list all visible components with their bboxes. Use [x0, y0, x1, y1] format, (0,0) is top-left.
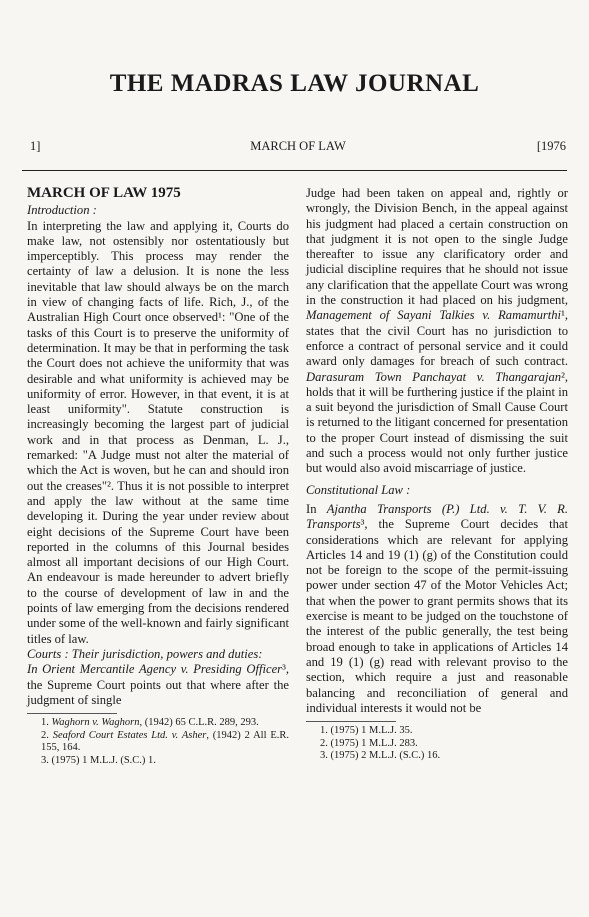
introduction-paragraph: In interpreting the law and applying it, Courts do make law, not ostensibly nor ostentatiously but imperceptibly. This process may render the certainty of law a delusion. It is none the less inevitable that law should always be on the march in view of changing facts of life. Rich, J., of the Australian High Court once observed¹: "One of the tasks of this Court is to preserve the uniformity of determination. It may be that in performing the task the Court does not achieve the uniformity that was desirable and what uniformity is achieved may be uniformity of error. However, in that event, it is at least uniformity". Statute construction is increasingly becoming the largest part of judicial work and in that process as Denman, L. J., remarked: "A Judge must not alter the material of which the Act is woven, but he can and should iron out the creases"². Thus it is not possible to interpret and apply the law without at the same time developing it. During the year under review about eight decisions of the Supreme Court have been reported in the columns of this Journal besides almost all important decisions of our High Court. An endeavour is made hereunder to advert briefly to the course of development of law in and the points of law emerging from the decisions rendered under some of the well-known and fairly significant titles of law.	[27, 218, 289, 646]
footnote: 1. (1975) 1 M.L.J. 35.	[320, 725, 413, 737]
page-number: 1]	[30, 139, 41, 153]
jurisdiction-paragraph: Judge had been taken on appeal and, rightly or wrongly, the Division Bench, in the appeal against his judgment had placed a certain construction on that judgment it is not open to the single Judge thereafter to issue any clarificatory order and judicial discipline requires that he should not issue any clarification that the appellate Court was wrong in the construction it had placed on his judgment, Management of Sayani Talkies v. Ramamurthi¹, states that the civil Court has no jurisdiction to enforce a contract of personal service and it could award only damages for breach of such contract. Darasuram Town Panchayat v. Thangarajan², holds that it will be furthering justice if the plaint in a suit beyond the jurisdiction of Small Cause Court is returned to the litigant concerned for presentation to the proper Court instead of dismissing the suit and such a process would not only further justice but would also avoid miscarriage of justice.	[306, 186, 568, 476]
footnote: 1. Waghorn v. Waghorn, (1942) 65 C.L.R. 289, 293.	[41, 717, 259, 729]
article-title: MARCH OF LAW 1975	[27, 185, 181, 201]
footnote: 3. (1975) 2 M.L.J. (S.C.) 16.	[320, 750, 441, 762]
case-name: Darasuram Town Panchayat v. Thangarajan	[306, 369, 562, 384]
case-name: Ajantha Transports (P.) Ltd. v. T. V. R. Transports	[306, 501, 568, 532]
running-head-year: [1976	[536, 139, 566, 153]
introduction-heading: Introduction :	[27, 203, 97, 218]
case-name: In Orient Mercantile Agency v. Presiding Officer	[27, 662, 283, 677]
footnote: 2. (1975) 1 M.L.J. 283.	[320, 737, 418, 749]
right-column	[306, 186, 568, 763]
running-head	[30, 139, 566, 157]
footnotes-left	[27, 717, 289, 767]
courts-heading: Courts : Their jurisdiction, powers and duties:	[27, 646, 263, 661]
left-column	[27, 186, 289, 767]
courts-paragraph	[27, 662, 289, 708]
running-head-section: MARCH OF LAW	[250, 139, 346, 153]
footnote: 3. (1975) 1 M.L.J. (S.C.) 1.	[41, 754, 156, 766]
case-name: Management of Sayani Talkies v. Ramamurthi	[306, 308, 562, 323]
footnote-rule	[306, 721, 396, 722]
header-rule	[22, 170, 567, 171]
courts-paragraph-text: ³, the Supreme Court points out that where after the judgment of single	[27, 662, 289, 707]
constitutional-paragraph: In Ajantha Transports (P.) Ltd. v. T. V. R. Transports³, the Supreme Court decides that considerations which are relevant for applying Articles 14 and 19 (1) (g) of the Constitution could not be foreign to the scope of the permit-issuing power under section 47 of the Motor Vehicles Act; that when the power to grant permits shows that its exercise is meant to be judged on the touchstone of the interest of the public generally, the test being broad enough to take in applications of Articles 14 and 19 (1) (g) read with relevant proviso to the section, which require a just and reasonable balancing and reconciliation of general and individual interests it would not be	[306, 501, 568, 715]
journal-title: THE MADRAS LAW JOURNAL	[109, 70, 480, 97]
footnote: 2. Seaford Court Estates Ltd. v. Asher, (1942) 2 All E.R. 155, 164.	[41, 729, 290, 754]
footnotes-right	[306, 725, 568, 763]
constitutional-heading: Constitutional Law :	[306, 482, 411, 497]
footnote-rule	[27, 713, 117, 714]
